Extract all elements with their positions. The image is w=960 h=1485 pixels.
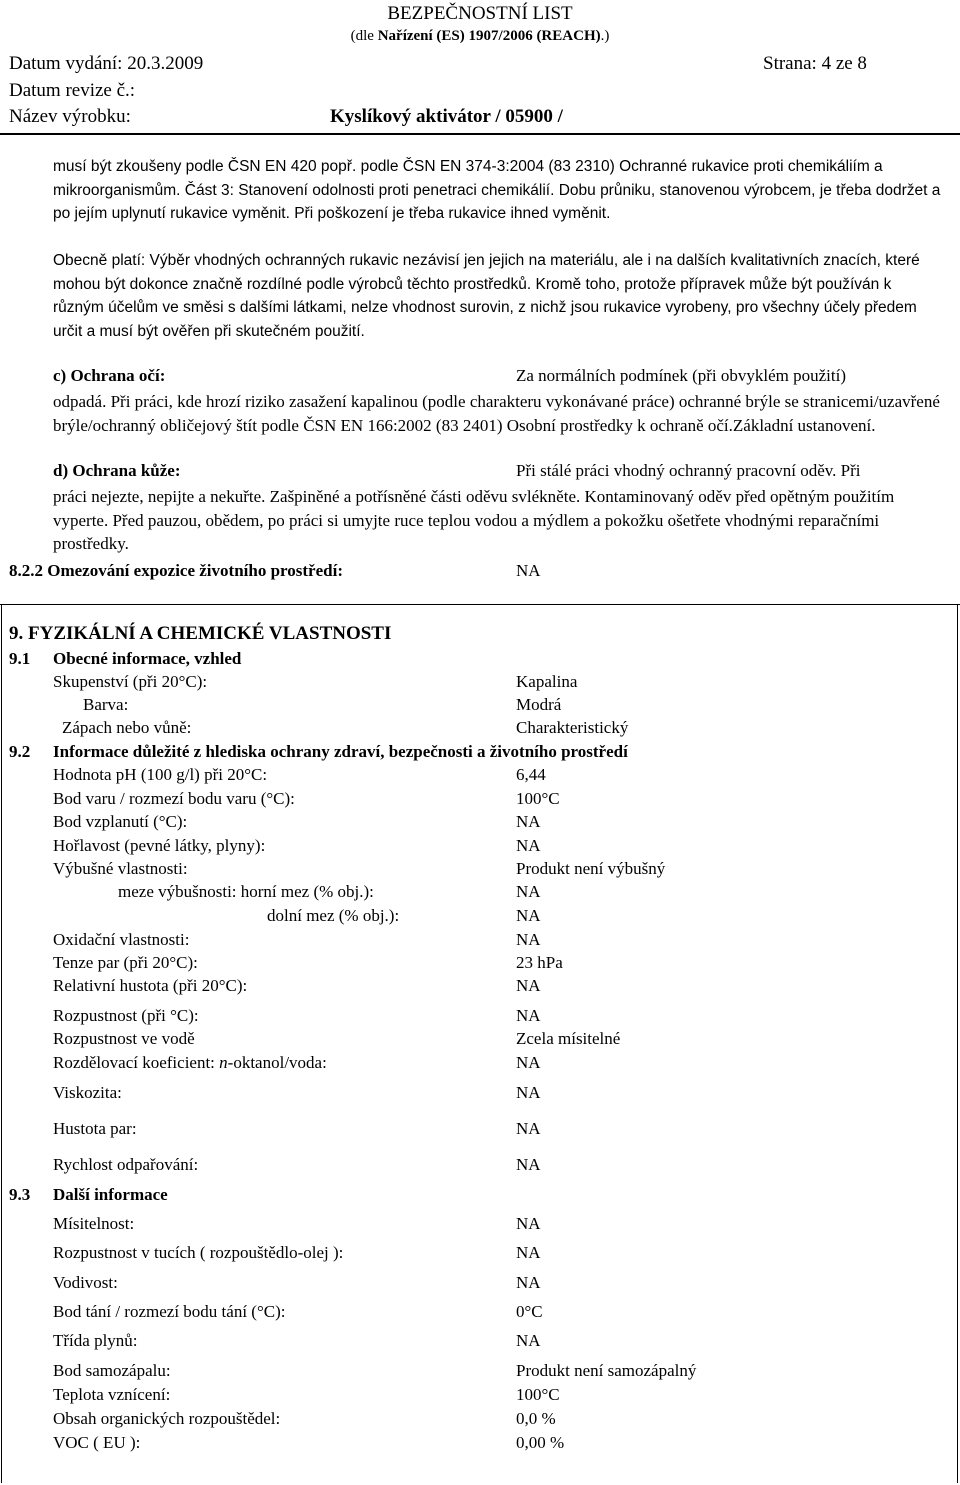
eye-protection-text: odpadá. Při práci, kde hrozí riziko zasažení kapalinou (podle charakteru vykonávané práce) ochranné brýle se stranicemi/uzavřené brýle/ochranný obličejový štít podle ČSN EN 166:2002 (83 2401) Osobní prostředky k ochraně očí.Základní ustanovení. [53, 392, 940, 435]
property-label: Třída plynů: [53, 1331, 138, 1350]
subsection-9-1-number: 9.1 [9, 649, 31, 668]
property-label: Hořlavost (pevné látky, plyny): [53, 836, 266, 855]
skin-protection-text: práci nejezte, nepijte a nekuřte. Zašpiněné a potřísněné části oděvu svlékněte. Kontaminovaný oděv před opětným použitím vyperte. Před pauzou, obědem, po práci si umyjte ruce teplou vodou a mýdlem a pokožku ošetřete vhodnými reparačními prostředky. [53, 487, 895, 553]
property-label: Oxidační vlastnosti: [53, 930, 190, 949]
property-value: NA [516, 930, 541, 949]
property-value: NA [516, 976, 541, 995]
property-label: Bod tání / rozmezí bodu tání (°C): [53, 1302, 286, 1321]
property-value: Produkt není samozápalný [516, 1361, 697, 1380]
property-value: 0,0 % [516, 1409, 556, 1428]
property-value: NA [516, 1331, 541, 1350]
property-label: Bod vzplanutí (°C): [53, 812, 188, 831]
subsection-9-1-title: Obecné informace, vzhled [53, 649, 242, 668]
regulation-name: Nařízení (ES) 1907/2006 (REACH) [377, 28, 601, 44]
property-label: Vodivost: [53, 1273, 118, 1292]
regulation-suffix: .) [600, 28, 610, 44]
skin-protection-label: d) Ochrana kůže: [53, 461, 181, 480]
property-value: Zcela mísitelné [516, 1029, 621, 1048]
property-label: Hodnota pH (100 g/l) při 20°C: [53, 765, 268, 784]
property-value: NA [516, 1006, 541, 1025]
property-label: Bod varu / rozmezí bodu varu (°C): [53, 789, 295, 808]
property-value: 6,44 [516, 765, 546, 784]
property-value: 100°C [516, 1385, 560, 1404]
property-value: NA [516, 1273, 541, 1292]
subsection-9-2-title: Informace důležité z hlediska ochrany zdraví, bezpečnosti a životního prostředí [53, 742, 628, 761]
property-value: NA [516, 836, 541, 855]
property-label: Rychlost odpařování: [53, 1155, 199, 1174]
property-value: NA [516, 1214, 541, 1233]
property-value: NA [516, 1155, 541, 1174]
partition-coefficient-label-italic: n [219, 1053, 228, 1072]
property-label: Zápach nebo vůně: [62, 718, 192, 737]
property-value: Produkt není výbušný [516, 859, 666, 878]
property-label: Tenze par (při 20°C): [53, 953, 198, 972]
issue-date: Datum vydání: 20.3.2009 [9, 53, 204, 74]
revision-date: Datum revize č.: [9, 80, 136, 101]
property-value: NA [516, 906, 541, 925]
subsection-9-3-number: 9.3 [9, 1185, 31, 1204]
property-value: NA [516, 882, 541, 901]
document-title: BEZPEČNOSTNÍ LIST [387, 3, 573, 24]
property-label: Bod samozápalu: [53, 1361, 171, 1380]
property-label: Relativní hustota (při 20°C): [53, 976, 248, 995]
property-label: Barva: [83, 695, 129, 714]
property-label: Rozpustnost (při °C): [53, 1006, 199, 1025]
partition-coefficient-label-pre: Rozdělovací koeficient: [53, 1053, 220, 1072]
subsection-9-3-title: Další informace [53, 1185, 168, 1204]
property-value: NA [516, 812, 541, 831]
property-value: 0,00 % [516, 1433, 565, 1452]
property-value: Charakteristický [516, 718, 629, 737]
partition-coefficient-label [53, 1053, 327, 1073]
gloves-requirements-text: musí být zkoušeny podle ČSN EN 420 popř. podle ČSN EN 374-3:2004 (83 2310) Ochranné rukavice proti chemikáliím a mikroorganismům. Část 3: Stanovení odolnosti proti penetraci chemikálií. Dobu průniku, stanovenou výrobcem, je třeba dodržet a po jejím uplynutí rukavice vyměnit. Při poškození je třeba rukavice ihned vyměnit. [53, 158, 941, 222]
property-value: 0°C [516, 1302, 543, 1321]
subsection-9-2-number: 9.2 [9, 742, 31, 761]
regulation-reference [0, 28, 960, 45]
section-9-title: 9. FYZIKÁLNÍ A CHEMICKÉ VLASTNOSTI [9, 623, 392, 644]
property-label: Viskozita: [53, 1083, 122, 1102]
environment-exposure-label: 8.2.2 Omezování expozice životního prostředí: [9, 561, 343, 580]
property-label: Skupenství (při 20°C): [53, 672, 208, 691]
property-value: NA [516, 1119, 541, 1138]
product-name: Kyslíkový aktivátor / 05900 / [330, 106, 563, 127]
property-label: Obsah organických rozpouštědel: [53, 1409, 281, 1428]
gloves-general-text: Obecně platí: Výběr vhodných ochranných rukavic nezávisí jen jejich na materiálu, ale i na dalších kvalitativních znacích, které mohou být dokonce značně rozdílné podle výrobců těchto prostředků. Kromě toho, protože přípravek může být používán k různým účelům ve směsi s dalšími látkami, nelze vhodnost surovin, z nichž jsou rukavice vyrobeny, pro všechny účely předem určit a musí být ověřen při skutečném použití. [53, 252, 920, 340]
property-label: Výbušné vlastnosti: [53, 859, 188, 878]
property-value: NA [516, 1083, 541, 1102]
property-label: Mísitelnost: [53, 1214, 135, 1233]
property-value: Modrá [516, 695, 562, 714]
property-label: VOC ( EU ): [53, 1433, 141, 1452]
skin-protection-value: Při stálé práci vhodný ochranný pracovní oděv. Při [516, 461, 861, 480]
property-value: 23 hPa [516, 953, 563, 972]
property-label: meze výbušnosti: horní mez (% obj.): [118, 882, 374, 901]
property-value: Kapalina [516, 672, 578, 691]
section-frame-left [1, 605, 2, 1483]
eye-protection-label: c) Ochrana očí: [53, 366, 166, 385]
section-frame-right [957, 605, 958, 1483]
regulation-prefix: (dle [350, 28, 378, 44]
property-label: Teplota vznícení: [53, 1385, 171, 1404]
property-value: NA [516, 1243, 541, 1262]
property-label: Hustota par: [53, 1119, 137, 1138]
property-value: 100°C [516, 789, 560, 808]
property-value: NA [516, 1053, 541, 1072]
section-divider [0, 604, 960, 605]
property-label: dolní mez (% obj.): [267, 906, 400, 925]
partition-coefficient-label-post: -oktanol/voda: [227, 1053, 327, 1072]
page-number: Strana: 4 ze 8 [763, 53, 867, 74]
product-label: Název výrobku: [9, 106, 131, 127]
eye-protection-value: Za normálních podmínek (při obvyklém použití) [516, 366, 847, 385]
header-divider [0, 133, 960, 135]
property-label: Rozpustnost ve vodě [53, 1029, 195, 1048]
environment-exposure-value: NA [516, 561, 541, 580]
property-label: Rozpustnost v tucích ( rozpouštědlo-olej ): [53, 1243, 344, 1262]
